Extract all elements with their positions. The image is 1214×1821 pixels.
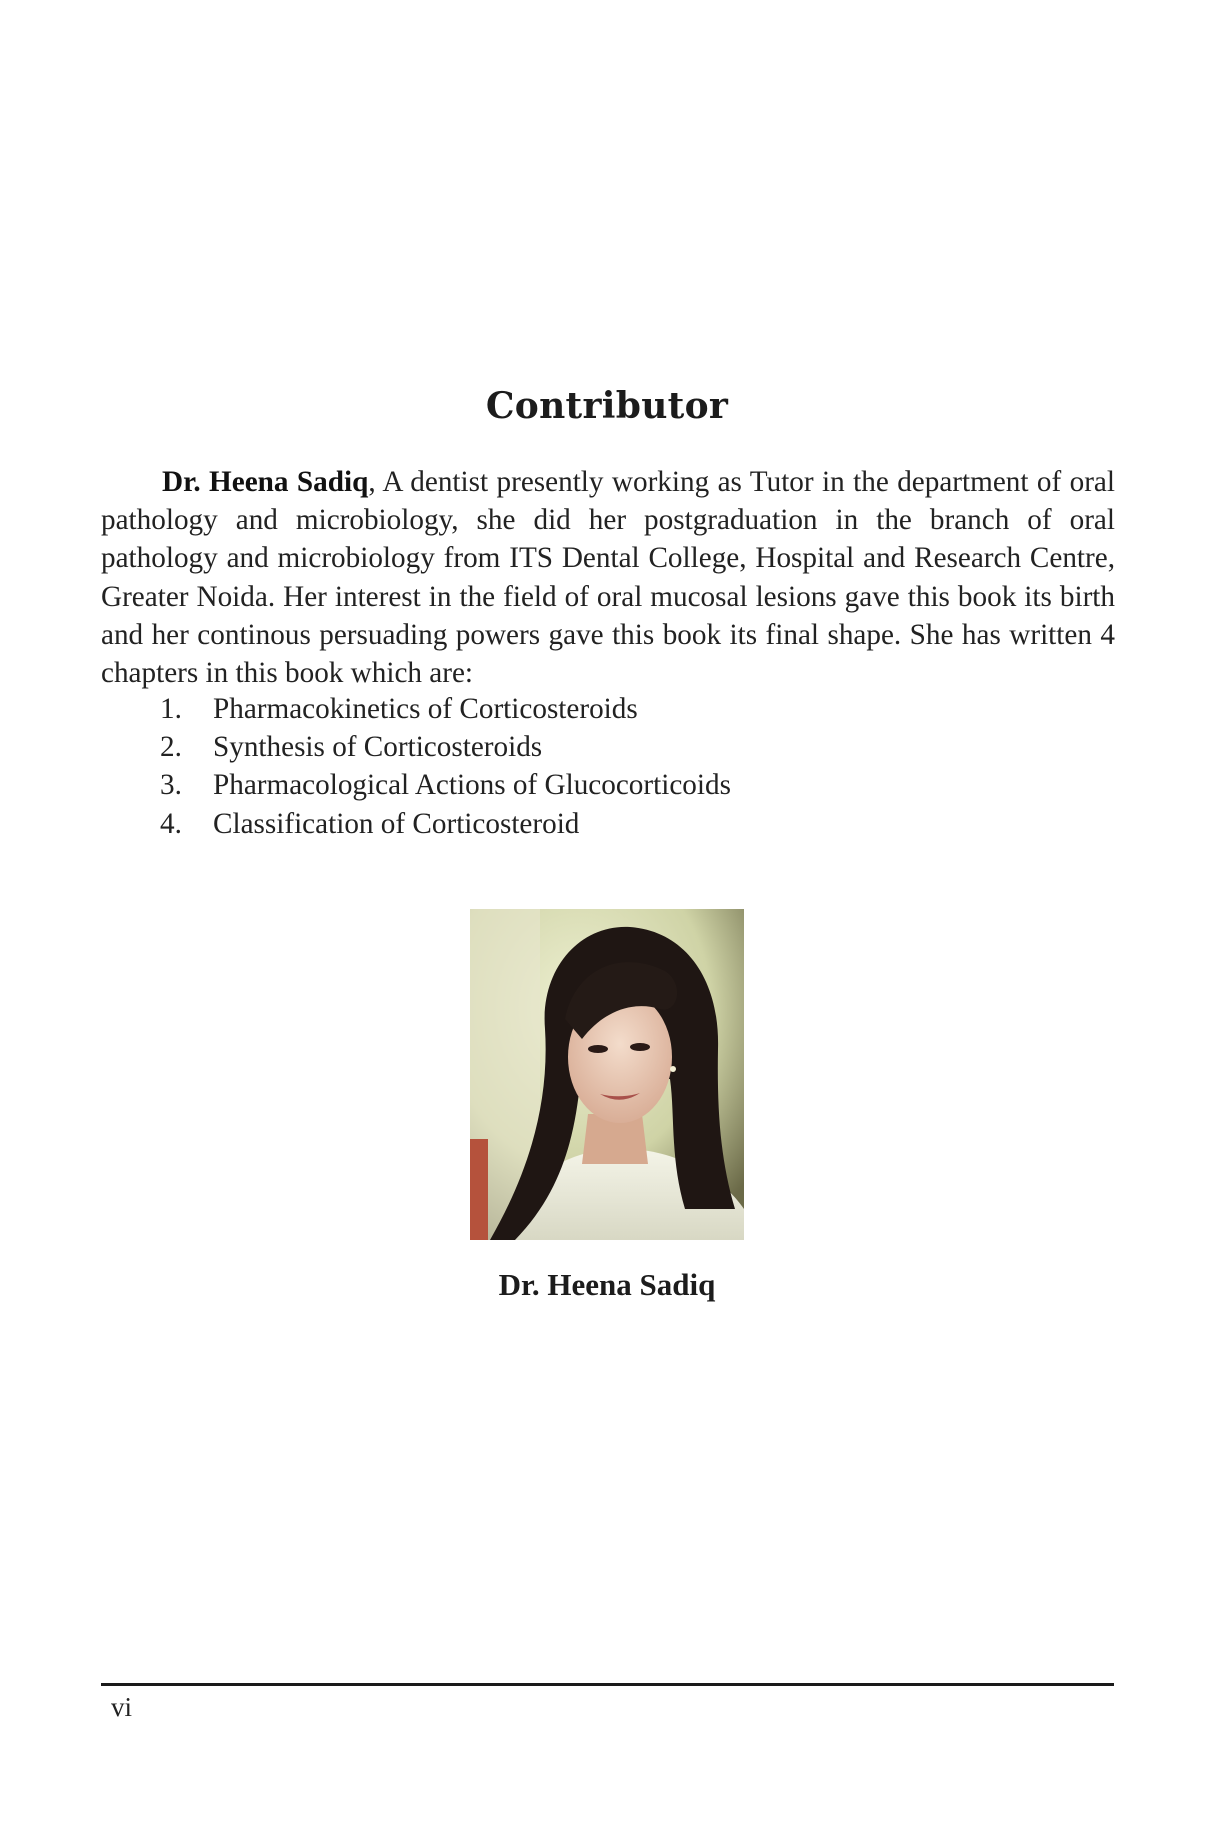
bio-author-name: Dr. Heena Sadiq	[162, 466, 369, 498]
photo-caption: Dr. Heena Sadiq	[498, 1267, 716, 1302]
list-item	[160, 766, 731, 804]
list-item	[160, 728, 731, 766]
chapter-number: 3.	[160, 769, 182, 802]
contributor-bio	[101, 463, 1115, 692]
chapter-number: 4.	[160, 807, 182, 840]
chapter-number: 1.	[160, 693, 182, 725]
chapter-title: Pharmacological Actions of Glucocorticoids	[213, 769, 731, 802]
chapter-title: Pharmacokinetics of Corticosteroids	[213, 693, 638, 725]
section-title: Contributor	[485, 385, 729, 427]
portrait-image	[470, 909, 744, 1240]
list-item	[160, 690, 731, 728]
chapter-list	[160, 690, 731, 843]
chapter-number: 2.	[160, 731, 182, 764]
chapter-title: Classification of Corticosteroid	[213, 807, 580, 840]
chapter-title: Synthesis of Corticosteroids	[213, 731, 543, 764]
author-photo	[470, 909, 744, 1240]
page-number: vi	[111, 1692, 133, 1722]
list-item	[160, 805, 731, 843]
footer-divider	[101, 1683, 1114, 1686]
bio-text: , A dentist presently working as Tutor in the department of oral pathology and microbiology, she did her postgraduation in the branch of oral pathology and microbiology from ITS Dental College, Hospital and Research Centre, Greater Noida. Her interest in the field of oral mucosal lesions gave this book its birth and her continous persuading powers gave this book its final shape. She has written 4 chapters in this book which are:	[101, 466, 1115, 690]
